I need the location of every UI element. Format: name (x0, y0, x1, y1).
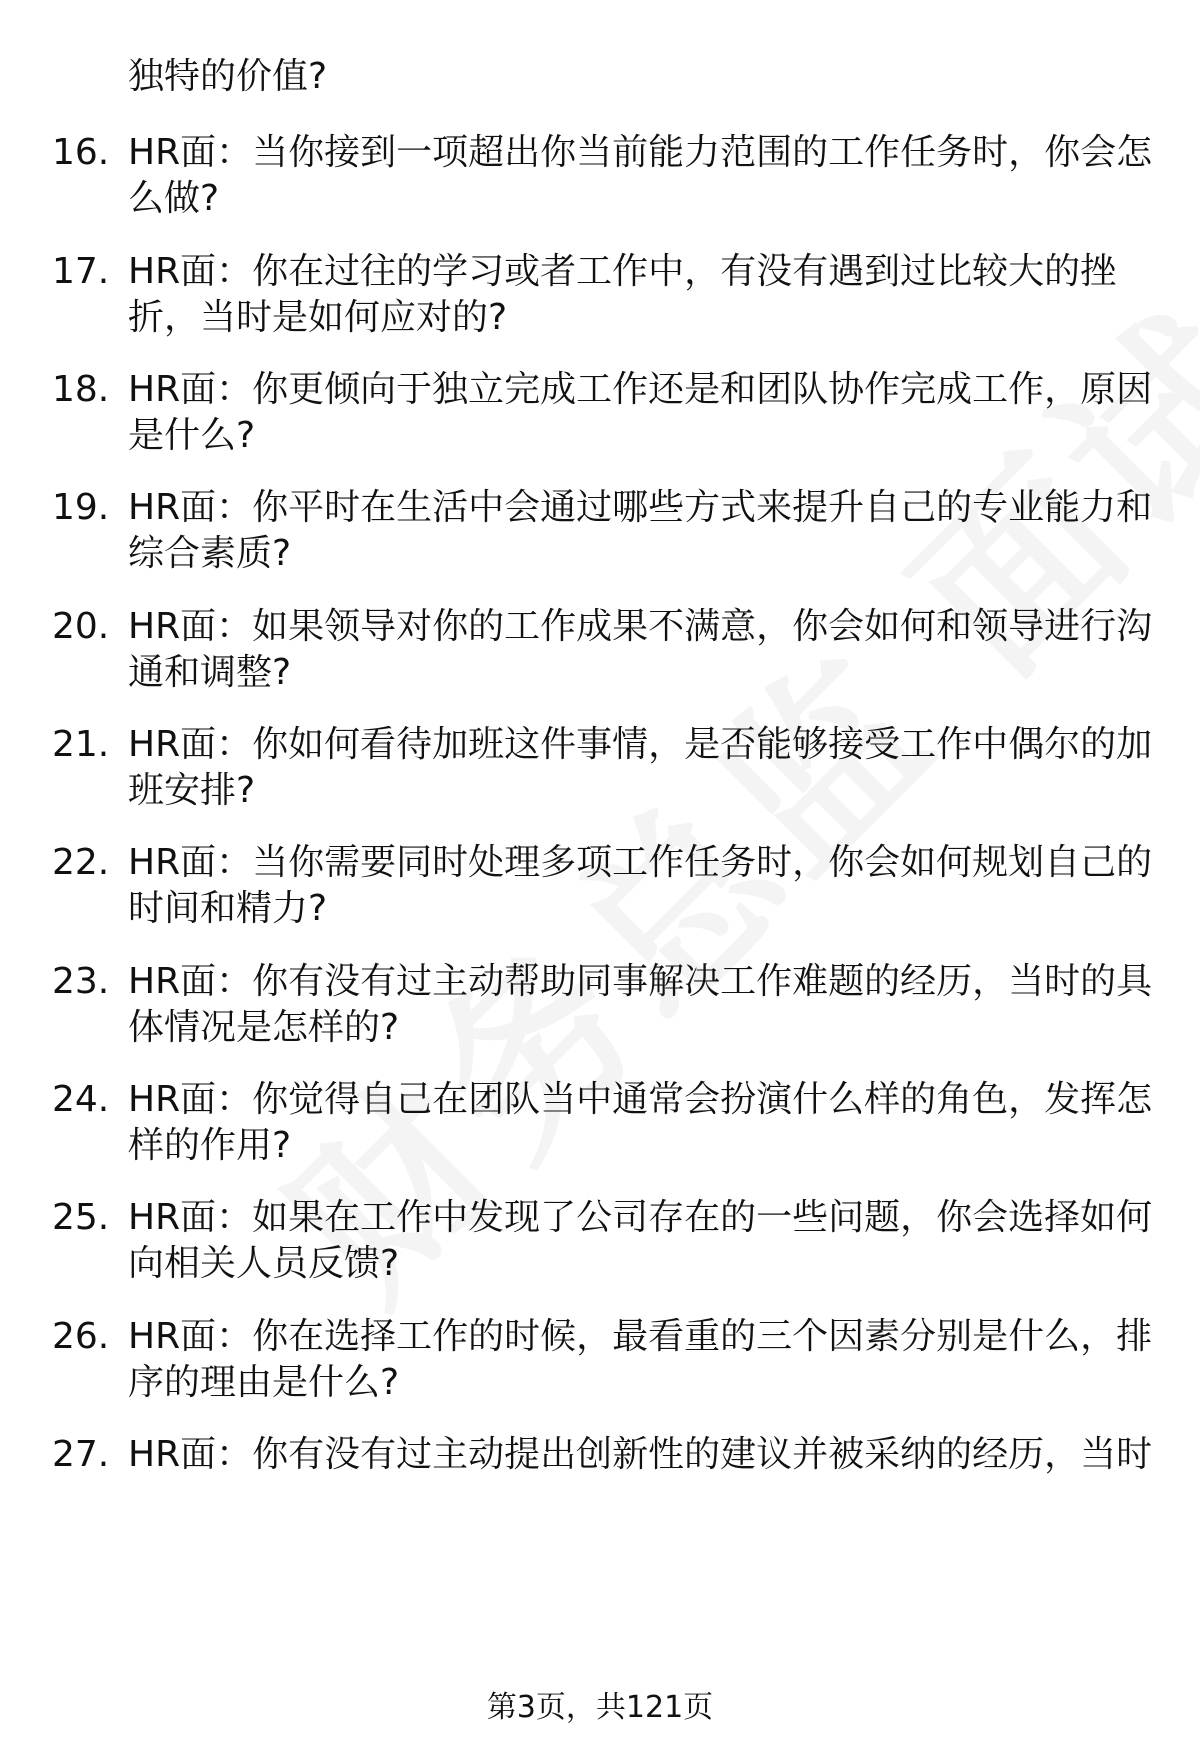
item-text: HR面：你有没有过主动提出创新性的建议并被采纳的经历，当时 (128, 1434, 1153, 1475)
item-text: HR面：你觉得自己在团队当中通常会扮演什么样的角色，发挥怎 样的作用? (128, 1079, 1153, 1166)
item-text: HR面：你平时在生活中会通过哪些方式来提升自己的专业能力和 综合素质? (128, 487, 1153, 574)
item-number: 26. (52, 1316, 110, 1357)
item-number: 21. (52, 724, 110, 765)
item-text: HR面：你更倾向于独立完成工作还是和团队协作完成工作，原因 是什么? (128, 369, 1153, 456)
item-text: HR面：当你需要同时处理多项工作任务时，你会如何规划自己的 时间和精力? (128, 842, 1153, 929)
item-number: 16. (52, 132, 110, 173)
item-text: HR面：你有没有过主动帮助同事解决工作难题的经历，当时的具 体情况是怎样的? (128, 961, 1153, 1048)
item-text: HR面：如果在工作中发现了公司存在的一些问题，你会选择如何 向相关人员反馈? (128, 1197, 1153, 1284)
item-number: 20. (52, 606, 110, 647)
item-number: 27. (52, 1434, 110, 1475)
continuation-text: 独特的价值? (128, 56, 328, 97)
item-number: 17. (52, 251, 110, 292)
item-text: HR面：当你接到一项超出你当前能力范围的工作任务时，你会怎 么做? (128, 132, 1153, 219)
item-number: 25. (52, 1197, 110, 1238)
item-number: 18. (52, 369, 110, 410)
item-text: HR面：你在选择工作的时候，最看重的三个因素分别是什么，排 序的理由是什么? (128, 1316, 1153, 1403)
item-number: 24. (52, 1079, 110, 1120)
item-number: 22. (52, 842, 110, 883)
item-text: HR面：如果领导对你的工作成果不满意，你会如何和领导进行沟 通和调整? (128, 606, 1153, 693)
item-text: HR面：你如何看待加班这件事情，是否能够接受工作中偶尔的加 班安排? (128, 724, 1153, 811)
item-text: HR面：你在过往的学习或者工作中，有没有遇到过比较大的挫 折，当时是如何应对的? (128, 251, 1117, 338)
item-number: 19. (52, 487, 110, 528)
page-footer: 第3页，共121页 (486, 1690, 714, 1725)
item-number: 23. (52, 961, 110, 1002)
